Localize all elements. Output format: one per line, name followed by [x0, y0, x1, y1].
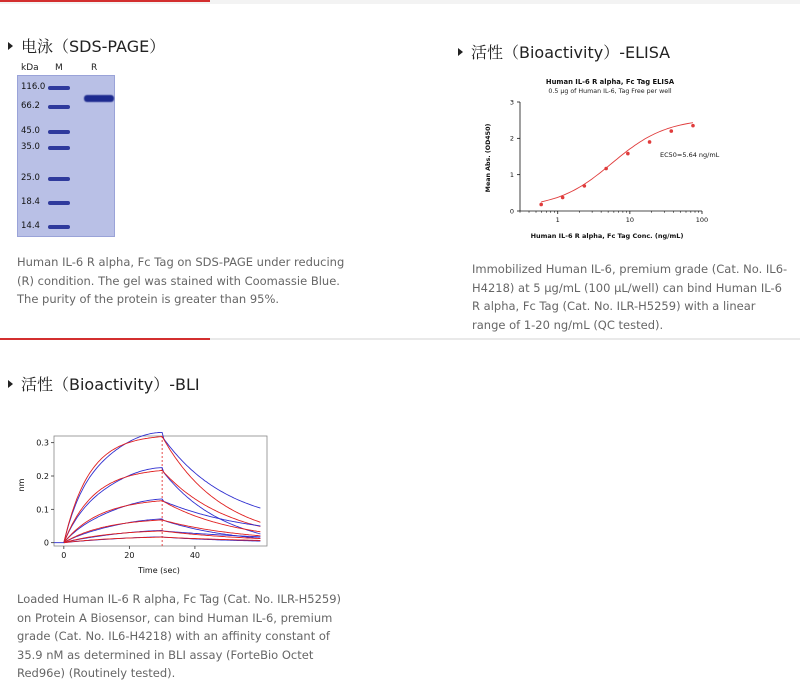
elisa-annotation: EC50=5.64 ng/mL — [660, 151, 720, 159]
protein-band — [84, 95, 114, 102]
gel-marker-lane-label: M — [55, 63, 63, 73]
bli-title-text: 活性（Bioactivity）-BLI — [21, 375, 200, 394]
elisa-caption: Immobilized Human IL-6, premium grade (Cat. No. IL6-H4218) at 5 μg/mL (100 μL/well) can bind Human IL-6 R alpha, Fc Tag (Cat. No. ILR-H5259) with a linear range of 1-20 ng/mL (QC tested). — [472, 262, 788, 332]
elisa-x-axis-label: Human IL-6 R alpha, Fc Tag Conc. (ng/mL) — [530, 232, 684, 240]
elisa-x-tick-label: 100 — [695, 216, 709, 224]
elisa-x-tick-label: 1 — [555, 216, 560, 224]
elisa-y-tick-label: 0 — [509, 207, 514, 216]
top-divider — [0, 0, 800, 4]
gel-header — [17, 62, 115, 75]
elisa-section-title — [458, 40, 670, 63]
bli-y-tick-label: 0 — [43, 538, 49, 548]
gel-body — [17, 75, 115, 237]
ladder-band — [48, 225, 70, 229]
bli-caption: Loaded Human IL-6 R alpha, Fc Tag (Cat. No. ILR-H5259) on Protein A Biosensor, can bind Human IL-6, premium grade (Cat. No. IL6-H4218) with an affinity constant of 35.9 nM as determined in BLI assay (ForteBio Octet Red96e) (Routinely tested). — [17, 592, 342, 680]
bli-x-tick-label: 0 — [61, 551, 67, 560]
elisa-chart — [470, 72, 730, 242]
sds-section-title — [8, 34, 165, 57]
marker-label: 66.2 — [21, 101, 40, 111]
marker-label: 35.0 — [21, 142, 40, 152]
bli-chart — [12, 428, 282, 583]
ladder-band — [48, 146, 70, 150]
bullet-triangle-icon — [8, 42, 13, 50]
elisa-y-tick-label: 3 — [509, 98, 514, 107]
ladder-band — [48, 201, 70, 205]
bli-axes — [36, 432, 267, 560]
bli-y-tick-label: 0.2 — [36, 472, 49, 481]
bli-x-tick-label: 40 — [189, 551, 201, 560]
elisa-data-point — [669, 129, 673, 133]
bullet-triangle-icon — [8, 380, 13, 388]
elisa-axes — [510, 98, 708, 224]
bli-y-tick-label: 0.3 — [36, 438, 49, 448]
sds-gel-image — [17, 62, 115, 237]
bli-section-title — [8, 372, 200, 395]
ladder-band — [48, 177, 70, 181]
sds-title-text: 电泳（SDS-PAGE） — [21, 37, 166, 56]
ladder-band — [48, 86, 70, 90]
elisa-chart-title: Human IL-6 R alpha, Fc Tag ELISA — [545, 78, 675, 86]
marker-label: 18.4 — [21, 197, 40, 207]
bli-x-axis-label: Time (sec) — [138, 566, 180, 575]
gel-reduced-lane-label: R — [91, 63, 98, 73]
marker-label: 14.4 — [21, 221, 40, 231]
ladder-band — [48, 130, 70, 134]
elisa-data-point — [561, 196, 565, 200]
elisa-y-tick-label: 1 — [509, 170, 514, 179]
section-divider — [0, 338, 800, 340]
elisa-y-tick-label: 2 — [509, 134, 514, 143]
bli-x-tick-label: 20 — [124, 551, 135, 560]
elisa-data-point — [648, 140, 652, 144]
gel-kda-label: kDa — [21, 63, 39, 73]
elisa-data-point — [539, 203, 543, 207]
elisa-x-tick-label: 10 — [625, 216, 635, 224]
marker-label: 45.0 — [21, 126, 40, 136]
elisa-chart-subtitle: 0.5 μg of Human IL-6, Tag Free per well — [548, 88, 672, 95]
sds-caption: Human IL-6 R alpha, Fc Tag on SDS-PAGE under reducing (R) condition. The gel was stained with Coomassie Blue. The purity of the protein is greater than 95%. — [17, 255, 345, 306]
bullet-triangle-icon — [458, 48, 463, 56]
marker-label: 116.0 — [21, 82, 46, 92]
elisa-data-point — [583, 184, 587, 188]
ladder-band — [48, 105, 70, 109]
elisa-data-point — [604, 167, 608, 171]
bli-y-axis-label: nm — [17, 478, 26, 492]
elisa-data-point — [691, 124, 695, 128]
elisa-title-text: 活性（Bioactivity）-ELISA — [471, 43, 671, 62]
elisa-y-axis-label: Mean Abs. (OD450) — [485, 123, 492, 193]
marker-label: 25.0 — [21, 173, 40, 183]
elisa-fit-line — [541, 123, 693, 202]
bli-y-tick-label: 0.1 — [36, 505, 49, 515]
elisa-data-point — [626, 152, 630, 156]
bli-plot-frame — [54, 436, 267, 546]
